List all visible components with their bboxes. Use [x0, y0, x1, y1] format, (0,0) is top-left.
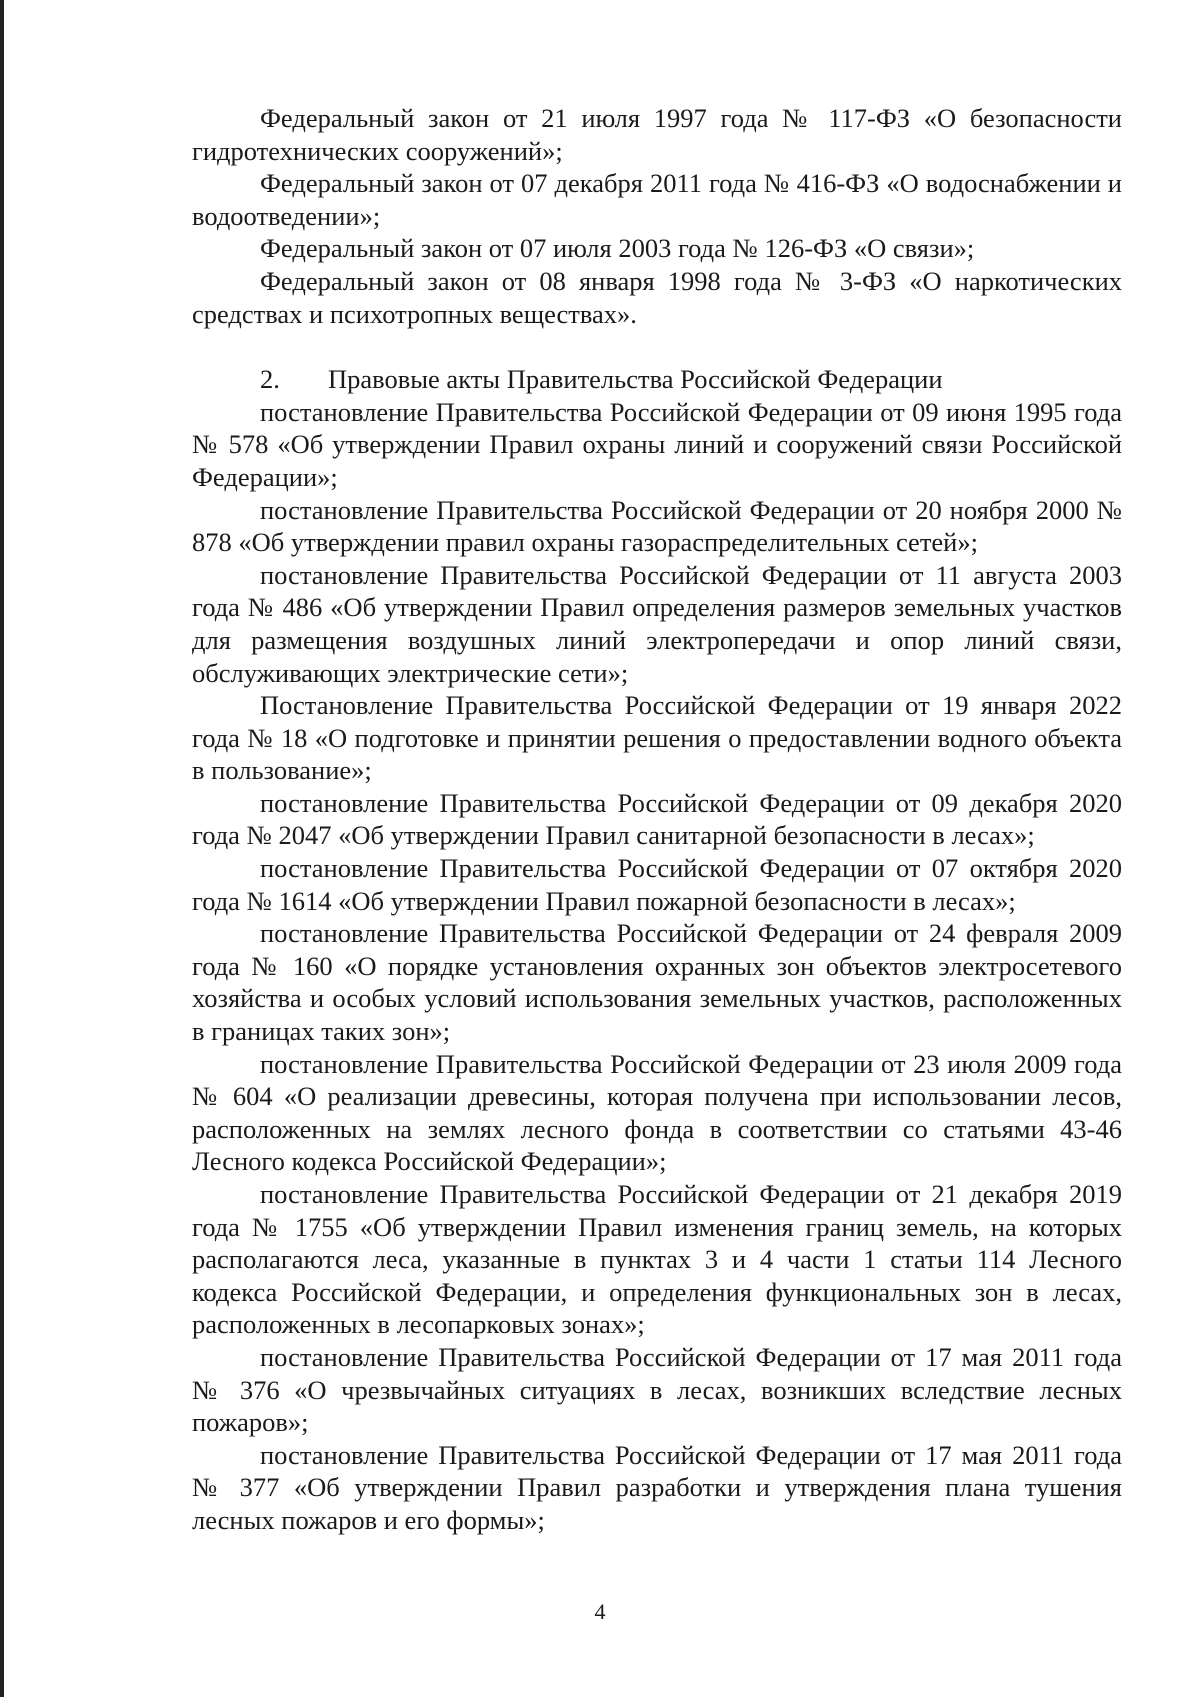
gov-act-486: постановление Правительства Российской Федерации от 11 августа 2003 года № 486 «Об утверждении Правил определения размеров земельных участков для размещения воздушных линий электропередачи и опор линий связи, обслуживающих электрические сети»; [192, 559, 1122, 688]
gov-act-2047: постановление Правительства Российской Федерации от 09 декабря 2020 года № 2047 «Об утверждении Правил санитарной безопасности в лесах»; [192, 787, 1122, 851]
federal-law-416: Федеральный закон от 07 декабря 2011 года № 416-ФЗ «О водоснабжении и водоотведении»; [192, 168, 1122, 231]
federal-law-3: Федеральный закон от 08 января 1998 года № 3-ФЗ «О наркотических средствах и психотропных веществах». [192, 265, 1122, 329]
section-number: 2. [260, 364, 280, 395]
gov-act-377: постановление Правительства Российской Федерации от 17 мая 2011 года № 377 «Об утверждении Правил разработки и утверждения плана тушения лесных пожаров и его формы»; [192, 1439, 1122, 1535]
section-heading [192, 363, 1122, 396]
gov-act-878: постановление Правительства Российской Федерации от 20 ноября 2000 № 878 «Об утверждении правил охраны газораспределительных сетей»; [192, 494, 1122, 558]
federal-law-117: Федеральный закон от 21 июля 1997 года № 117-ФЗ «О безопасности гидротехнических сооружений»; [192, 103, 1122, 166]
scan-edge [0, 0, 4, 1697]
gov-act-604: постановление Правительства Российской Федерации от 23 июля 2009 года № 604 «О реализации древесины, которая получена при использовании лесов, расположенных на землях лесного фонда в соответствии со статьями 43-46 Лесного кодекса Российской Федерации»; [192, 1048, 1122, 1177]
gov-act-376: постановление Правительства Российской Федерации от 17 мая 2011 года № 376 «О чрезвычайных ситуациях в лесах, возникших вследствие лесных пожаров»; [192, 1341, 1122, 1438]
gov-act-1614: постановление Правительства Российской Федерации от 07 октября 2020 года № 1614 «Об утверждении Правил пожарной безопасности в лесах»; [192, 853, 1122, 916]
gov-act-578: постановление Правительства Российской Федерации от 09 июня 1995 года № 578 «Об утверждении Правил охраны линий и сооружений связи Российской Федерации»; [192, 396, 1122, 492]
gov-act-18: Постановление Правительства Российской Федерации от 19 января 2022 года № 18 «О подготовке и принятии решения о предоставлении водного объекта в пользование»; [192, 690, 1122, 786]
document-page [192, 102, 1122, 1537]
page-number: 4 [594, 1599, 606, 1624]
gov-act-1755: постановление Правительства Российской Федерации от 21 декабря 2019 года № 1755 «Об утверждении Правил изменения границ земель, на которых располагаются леса, указанные в пунктах 3 и 4 части 1 статьи 114 Лесного кодекса Российской Федерации, и определения функциональных зон в лесах, расположенных в лесопарковых зонах»; [192, 1179, 1122, 1340]
section-title: Правовые акты Правительства Российской Федерации [328, 364, 943, 395]
gov-act-160: постановление Правительства Российской Федерации от 24 февраля 2009 года № 160 «О порядке установления охранных зон объектов электросетевого хозяйства и особых условий использования земельных участков, расположенных в границах таких зон»; [192, 918, 1122, 1047]
federal-law-126: Федеральный закон от 07 июля 2003 года № 126-ФЗ «О связи»; [260, 233, 975, 264]
